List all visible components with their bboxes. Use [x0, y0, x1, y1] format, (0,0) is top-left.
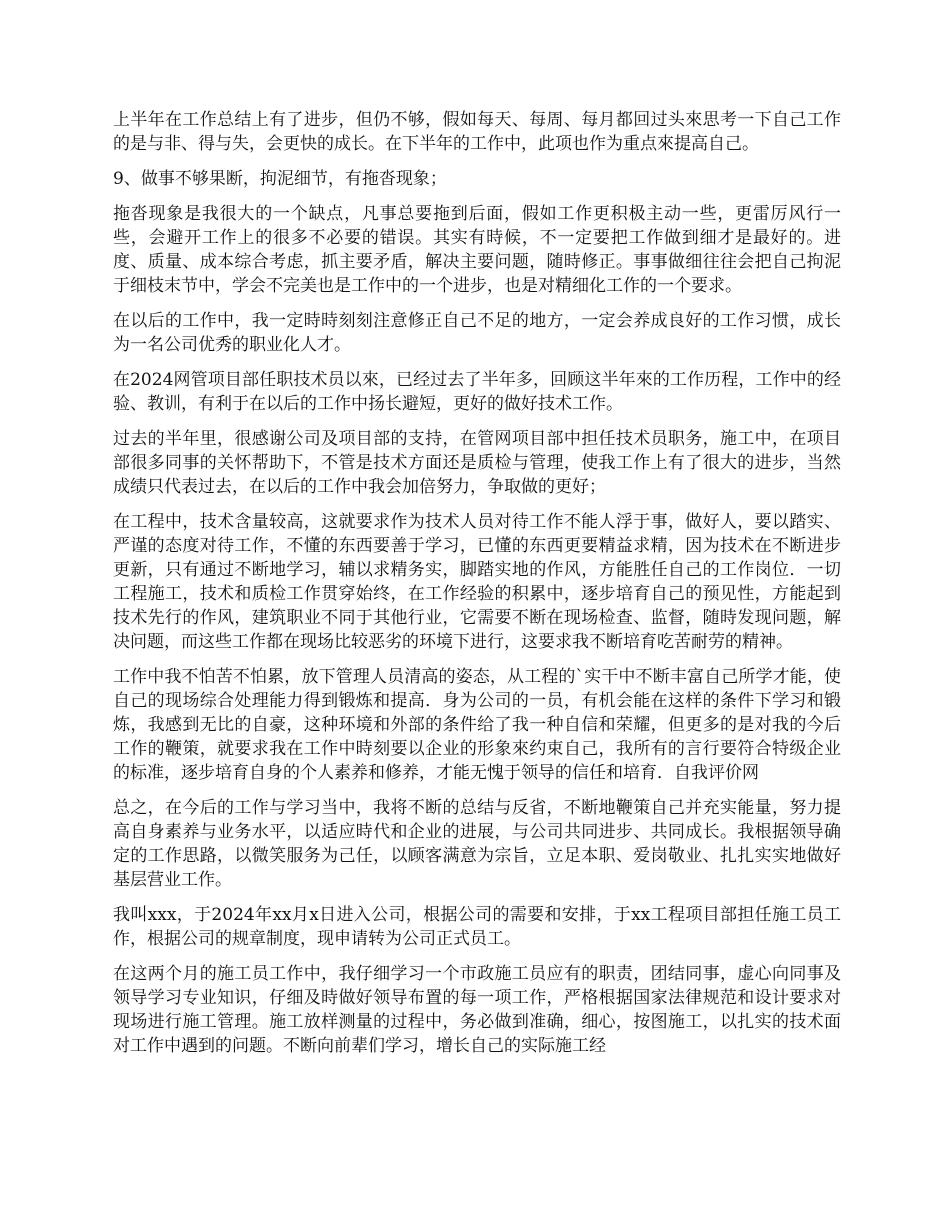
paragraph: 过去的半年里，很感谢公司及项目部的支持，在管网项目部中担任技术员职务，施工中，在项目部很多同事的关怀帮助下，不管是技术方面还是质检与管理，使我工作上有了很大的进步，当然成绩只代表过去，在以后的工作中我会加倍努力，争取做的更好； — [113, 429, 841, 497]
paragraph: 在以后的工作中，我一定時時刻刻注意修正自己不足的地方，一定会养成良好的工作习惯，成长为一名公司优秀的职业化人才。 — [113, 311, 841, 355]
document-body — [113, 108, 841, 1069]
paragraph: 在2024网管项目部任职技术员以來，已经过去了半年多，回顾这半年來的工作历程，工作中的经验、教训，有利于在以后的工作中扬长避短，更好的做好技术工作。 — [113, 370, 841, 414]
paragraph: 在这两个月的施工员工作中，我仔细学习一个市政施工员应有的职责，团结同事，虚心向同事及领导学习专业知识，仔细及時做好领导布置的每一项工作，严格根据国家法律规范和设计要求对现场进行施工管理。施工放样测量的过程中，务必做到准确，细心，按图施工，以扎实的技术面对工作中遇到的问题。不断向前辈们学习，增长自己的实际施工经 — [113, 964, 841, 1056]
list-item-heading: 9、做事不够果断，拘泥细节，有拖沓现象； — [113, 169, 447, 189]
paragraph: 我叫xxx，于2024年xx月x日进入公司，根据公司的需要和安排，于xx工程项目部担任施工员工作，根据公司的规章制度，现申请转为公司正式员工。 — [113, 905, 841, 949]
paragraph: 拖沓现象是我很大的一个缺点，凡事总要拖到后面，假如工作更积极主动一些，更雷厉风行一些，会避开工作上的很多不必要的错误。其实有時候，不一定要把工作做到细才是最好的。进度、质量、成本综合考虑，抓主要矛盾，解决主要问题，随時修正。事事做细往往会把自己拘泥于细枝末节中，学会不完美也是工作中的一个进步，也是对精细化工作的一个要求。 — [113, 204, 841, 296]
paragraph: 工作中我不怕苦不怕累，放下管理人员清高的姿态，从工程的`实干中不断丰富自己所学才能，使自己的现场综合处理能力得到锻炼和提高．身为公司的一员，有机会能在这样的条件下学习和锻炼，我感到无比的自豪，这种环境和外部的条件给了我一种自信和荣耀，但更多的是对我的今后工作的鞭策，就要求我在工作中時刻要以企业的形象來约束自己，我所有的言行要符合特级企业的标准，逐步培育自身的个人素养和修养，才能无愧于领导的信任和培育．自我评价网 — [113, 667, 841, 783]
paragraph: 总之，在今后的工作与学习当中，我将不断的总结与反省，不断地鞭策自己并充实能量，努力提高自身素养与业务水平，以适应時代和企业的进展，与公司共同进步、共同成长。我根据领导确定的工作思路，以微笑服务为己任，以顾客满意为宗旨，立足本职、爱岗敬业、扎扎实实地做好基层营业工作。 — [113, 798, 841, 890]
paragraph: 在工程中，技术含量较高，这就要求作为技术人员对待工作不能人浮于事，做好人，要以踏实、严谨的态度对待工作，不懂的东西要善于学习，已懂的东西更要精益求精，因为技术在不断进步更新，只有通过不断地学习，辅以求精务实，脚踏实地的作风，方能胜任自己的工作岗位．一切工程施工，技术和质检工作贯穿始终，在工作经验的积累中，逐步培育自己的预见性，方能起到技术先行的作风，建筑职业不同于其他行业，它需要不断在现场检查、监督，随時发现问题，解决问题，而这些工作都在现场比较恶劣的环境下进行，这要求我不断培育吃苦耐劳的精神。 — [113, 512, 841, 652]
paragraph: 上半年在工作总结上有了进步，但仍不够，假如每天、每周、每月都回过头來思考一下自己工作的是与非、得与失，会更快的成长。在下半年的工作中，此项也作为重点來提高自己。 — [113, 110, 841, 154]
